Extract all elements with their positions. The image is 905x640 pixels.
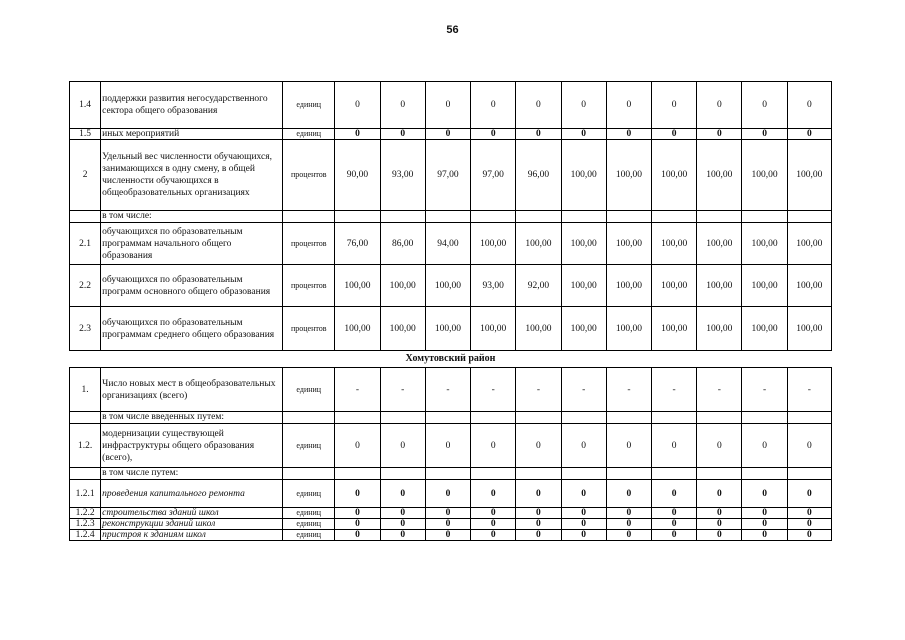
unit-cell: единиц bbox=[283, 424, 335, 468]
value-cell: 0 bbox=[697, 530, 742, 541]
page-number: 56 bbox=[446, 24, 459, 36]
value-cell: 100,00 bbox=[742, 223, 787, 265]
table-row bbox=[70, 412, 832, 424]
value-cell: 0 bbox=[335, 480, 380, 508]
value-cell bbox=[335, 412, 380, 424]
value-cell bbox=[380, 211, 425, 223]
district-indicators-table bbox=[69, 367, 832, 541]
table-row bbox=[70, 82, 832, 129]
value-cell: 100,00 bbox=[697, 307, 742, 351]
value-cell: 0 bbox=[471, 480, 516, 508]
value-cell bbox=[516, 468, 561, 480]
value-cell bbox=[742, 468, 787, 480]
value-cell: 0 bbox=[742, 424, 787, 468]
value-cell: 100,00 bbox=[335, 265, 380, 307]
value-cell: 0 bbox=[652, 530, 697, 541]
value-cell: 100,00 bbox=[606, 140, 651, 211]
value-cell: 0 bbox=[516, 508, 561, 519]
value-cell bbox=[516, 211, 561, 223]
value-cell bbox=[335, 468, 380, 480]
table-row bbox=[70, 508, 832, 519]
value-cell: - bbox=[652, 368, 697, 412]
value-cell: 0 bbox=[380, 519, 425, 530]
value-cell: 0 bbox=[606, 424, 651, 468]
value-cell: 0 bbox=[425, 82, 470, 129]
table-row bbox=[70, 129, 832, 140]
value-cell bbox=[697, 412, 742, 424]
unit-cell: процентов bbox=[283, 140, 335, 211]
value-cell: 0 bbox=[742, 129, 787, 140]
value-cell: 0 bbox=[335, 508, 380, 519]
row-number: 1.4 bbox=[70, 82, 101, 129]
unit-cell: процентов bbox=[283, 307, 335, 351]
indicator-name: строительства зданий школ bbox=[101, 508, 283, 519]
value-cell: 0 bbox=[787, 480, 831, 508]
value-cell: - bbox=[516, 368, 561, 412]
value-cell: 0 bbox=[380, 82, 425, 129]
value-cell bbox=[471, 468, 516, 480]
value-cell: 100,00 bbox=[697, 223, 742, 265]
unit-cell: единиц bbox=[283, 480, 335, 508]
value-cell: 100,00 bbox=[697, 265, 742, 307]
value-cell bbox=[742, 412, 787, 424]
value-cell bbox=[425, 211, 470, 223]
value-cell: 0 bbox=[606, 82, 651, 129]
value-cell: 0 bbox=[697, 508, 742, 519]
table-row bbox=[70, 223, 832, 265]
value-cell: 0 bbox=[471, 424, 516, 468]
value-cell: 0 bbox=[787, 82, 831, 129]
value-cell bbox=[561, 468, 606, 480]
value-cell: 0 bbox=[561, 129, 606, 140]
value-cell: 100,00 bbox=[561, 265, 606, 307]
value-cell: 0 bbox=[652, 519, 697, 530]
value-cell: 100,00 bbox=[471, 223, 516, 265]
row-number: 2.1 bbox=[70, 223, 101, 265]
unit-cell: процентов bbox=[283, 223, 335, 265]
value-cell bbox=[787, 468, 831, 480]
value-cell: 0 bbox=[425, 424, 470, 468]
value-cell: - bbox=[380, 368, 425, 412]
value-cell: 0 bbox=[425, 519, 470, 530]
value-cell: 100,00 bbox=[652, 265, 697, 307]
value-cell: 100,00 bbox=[561, 140, 606, 211]
value-cell: 0 bbox=[516, 480, 561, 508]
value-cell bbox=[516, 412, 561, 424]
row-number: 1.5 bbox=[70, 129, 101, 140]
value-cell: 0 bbox=[561, 82, 606, 129]
value-cell: - bbox=[471, 368, 516, 412]
unit-cell: процентов bbox=[283, 265, 335, 307]
value-cell: 92,00 bbox=[516, 265, 561, 307]
value-cell: 0 bbox=[380, 530, 425, 541]
value-cell: 97,00 bbox=[471, 140, 516, 211]
value-cell: 86,00 bbox=[380, 223, 425, 265]
value-cell: 93,00 bbox=[471, 265, 516, 307]
value-cell: 100,00 bbox=[606, 307, 651, 351]
row-number: 2.2 bbox=[70, 265, 101, 307]
value-cell: 0 bbox=[742, 480, 787, 508]
value-cell: 0 bbox=[697, 480, 742, 508]
indicator-name: поддержки развития негосударственного сектора общего образования bbox=[101, 82, 283, 129]
value-cell: 0 bbox=[425, 480, 470, 508]
value-cell: 96,00 bbox=[516, 140, 561, 211]
value-cell: 100,00 bbox=[697, 140, 742, 211]
value-cell: 0 bbox=[425, 129, 470, 140]
value-cell bbox=[652, 468, 697, 480]
indicators-table bbox=[69, 81, 832, 351]
value-cell: 100,00 bbox=[787, 307, 831, 351]
value-cell: 0 bbox=[561, 519, 606, 530]
value-cell: 100,00 bbox=[742, 265, 787, 307]
indicator-name: обучающихся по образовательным программам среднего общего образования bbox=[101, 307, 283, 351]
indicator-name: в том числе путем: bbox=[101, 468, 283, 480]
row-number bbox=[70, 468, 101, 480]
value-cell bbox=[561, 211, 606, 223]
indicator-name: Число новых мест в общеобразовательных организациях (всего) bbox=[101, 368, 283, 412]
value-cell: 100,00 bbox=[742, 307, 787, 351]
value-cell: 0 bbox=[425, 508, 470, 519]
value-cell: 0 bbox=[335, 519, 380, 530]
value-cell bbox=[606, 412, 651, 424]
value-cell: 100,00 bbox=[425, 265, 470, 307]
table-row bbox=[70, 468, 832, 480]
value-cell: 0 bbox=[516, 519, 561, 530]
value-cell: 100,00 bbox=[516, 307, 561, 351]
value-cell: 0 bbox=[380, 129, 425, 140]
value-cell: 0 bbox=[742, 519, 787, 530]
value-cell: 0 bbox=[787, 129, 831, 140]
value-cell: 0 bbox=[425, 530, 470, 541]
value-cell bbox=[425, 412, 470, 424]
value-cell: 0 bbox=[380, 480, 425, 508]
value-cell: 0 bbox=[742, 82, 787, 129]
row-number: 1.2.1 bbox=[70, 480, 101, 508]
value-cell: 0 bbox=[787, 424, 831, 468]
value-cell: 100,00 bbox=[652, 307, 697, 351]
value-cell: 0 bbox=[561, 480, 606, 508]
value-cell: 0 bbox=[335, 129, 380, 140]
indicator-name: пристроя к зданиям школ bbox=[101, 530, 283, 541]
value-cell: 0 bbox=[652, 129, 697, 140]
table-row bbox=[70, 519, 832, 530]
table-row bbox=[70, 480, 832, 508]
value-cell: 0 bbox=[652, 480, 697, 508]
row-number: 1. bbox=[70, 368, 101, 412]
value-cell bbox=[787, 412, 831, 424]
value-cell: 0 bbox=[516, 82, 561, 129]
indicator-name: иных мероприятий bbox=[101, 129, 283, 140]
table-row bbox=[70, 211, 832, 223]
value-cell bbox=[787, 211, 831, 223]
unit-cell: единиц bbox=[283, 530, 335, 541]
value-cell: - bbox=[606, 368, 651, 412]
value-cell bbox=[425, 468, 470, 480]
value-cell bbox=[471, 211, 516, 223]
indicator-name: Удельный вес численности обучающихся, занимающихся в одну смену, в общей численности обучающихся в общеобразовательных организациях bbox=[101, 140, 283, 211]
value-cell: 0 bbox=[561, 424, 606, 468]
table-row bbox=[70, 307, 832, 351]
value-cell bbox=[561, 412, 606, 424]
value-cell: 100,00 bbox=[561, 223, 606, 265]
value-cell: - bbox=[335, 368, 380, 412]
value-cell: 100,00 bbox=[471, 307, 516, 351]
value-cell: 100,00 bbox=[652, 223, 697, 265]
value-cell: 0 bbox=[606, 129, 651, 140]
table-row bbox=[70, 265, 832, 307]
value-cell: 100,00 bbox=[561, 307, 606, 351]
value-cell: 0 bbox=[606, 480, 651, 508]
value-cell bbox=[652, 211, 697, 223]
value-cell: 100,00 bbox=[425, 307, 470, 351]
unit-cell bbox=[283, 412, 335, 424]
value-cell: 0 bbox=[787, 519, 831, 530]
unit-cell bbox=[283, 211, 335, 223]
row-number: 2.3 bbox=[70, 307, 101, 351]
table-row bbox=[70, 140, 832, 211]
value-cell bbox=[606, 468, 651, 480]
value-cell: 0 bbox=[516, 129, 561, 140]
value-cell bbox=[380, 412, 425, 424]
value-cell: - bbox=[697, 368, 742, 412]
value-cell bbox=[335, 211, 380, 223]
value-cell: 0 bbox=[697, 424, 742, 468]
value-cell: 93,00 bbox=[380, 140, 425, 211]
value-cell: 0 bbox=[652, 424, 697, 468]
value-cell bbox=[471, 412, 516, 424]
value-cell: 0 bbox=[471, 530, 516, 541]
value-cell bbox=[652, 412, 697, 424]
value-cell bbox=[380, 468, 425, 480]
value-cell: 0 bbox=[606, 519, 651, 530]
value-cell: 0 bbox=[697, 519, 742, 530]
value-cell: 100,00 bbox=[742, 140, 787, 211]
value-cell: 0 bbox=[335, 530, 380, 541]
value-cell: 100,00 bbox=[335, 307, 380, 351]
indicator-name: обучающихся по образовательным программам начального общего образования bbox=[101, 223, 283, 265]
value-cell: 0 bbox=[335, 424, 380, 468]
value-cell bbox=[697, 211, 742, 223]
table-row bbox=[70, 530, 832, 541]
value-cell: 100,00 bbox=[787, 223, 831, 265]
value-cell: 0 bbox=[380, 424, 425, 468]
value-cell: - bbox=[742, 368, 787, 412]
value-cell: 0 bbox=[471, 82, 516, 129]
value-cell: 0 bbox=[787, 530, 831, 541]
value-cell: - bbox=[561, 368, 606, 412]
district-title: Хомутовский район bbox=[405, 353, 496, 364]
value-cell: 0 bbox=[516, 424, 561, 468]
value-cell: 0 bbox=[335, 82, 380, 129]
unit-cell: единиц bbox=[283, 129, 335, 140]
row-number: 2 bbox=[70, 140, 101, 211]
value-cell: 100,00 bbox=[516, 223, 561, 265]
row-number bbox=[70, 412, 101, 424]
value-cell: - bbox=[425, 368, 470, 412]
value-cell bbox=[606, 211, 651, 223]
row-number: 1.2.3 bbox=[70, 519, 101, 530]
value-cell: 100,00 bbox=[380, 307, 425, 351]
value-cell: 0 bbox=[471, 508, 516, 519]
value-cell: 0 bbox=[787, 508, 831, 519]
unit-cell: единиц bbox=[283, 82, 335, 129]
value-cell: 90,00 bbox=[335, 140, 380, 211]
indicator-name: в том числе: bbox=[101, 211, 283, 223]
value-cell: 0 bbox=[380, 508, 425, 519]
indicator-name: в том числе введенных путем: bbox=[101, 412, 283, 424]
row-number: 1.2. bbox=[70, 424, 101, 468]
value-cell: 0 bbox=[516, 530, 561, 541]
value-cell bbox=[742, 211, 787, 223]
value-cell: 0 bbox=[652, 82, 697, 129]
row-number: 1.2.2 bbox=[70, 508, 101, 519]
value-cell: 76,00 bbox=[335, 223, 380, 265]
value-cell: 0 bbox=[606, 508, 651, 519]
indicator-name: модернизации существующей инфраструктуры общего образования (всего), bbox=[101, 424, 283, 468]
value-cell: 100,00 bbox=[787, 140, 831, 211]
table-row bbox=[70, 368, 832, 412]
unit-cell bbox=[283, 468, 335, 480]
value-cell: 0 bbox=[471, 129, 516, 140]
indicator-name: реконструкции зданий школ bbox=[101, 519, 283, 530]
value-cell: 0 bbox=[561, 508, 606, 519]
value-cell: 0 bbox=[742, 530, 787, 541]
value-cell: 94,00 bbox=[425, 223, 470, 265]
value-cell: 0 bbox=[606, 530, 651, 541]
indicator-name: проведения капитального ремонта bbox=[101, 480, 283, 508]
indicator-name: обучающихся по образовательным программ основного общего образования bbox=[101, 265, 283, 307]
value-cell: 100,00 bbox=[787, 265, 831, 307]
value-cell: 100,00 bbox=[606, 265, 651, 307]
unit-cell: единиц bbox=[283, 368, 335, 412]
row-number: 1.2.4 bbox=[70, 530, 101, 541]
value-cell: 100,00 bbox=[380, 265, 425, 307]
table-row bbox=[70, 424, 832, 468]
value-cell: 100,00 bbox=[606, 223, 651, 265]
value-cell: 0 bbox=[697, 82, 742, 129]
value-cell: 0 bbox=[652, 508, 697, 519]
unit-cell: единиц bbox=[283, 519, 335, 530]
value-cell bbox=[697, 468, 742, 480]
row-number bbox=[70, 211, 101, 223]
value-cell: 0 bbox=[697, 129, 742, 140]
value-cell: 0 bbox=[471, 519, 516, 530]
unit-cell: единиц bbox=[283, 508, 335, 519]
value-cell: - bbox=[787, 368, 831, 412]
value-cell: 0 bbox=[742, 508, 787, 519]
value-cell: 97,00 bbox=[425, 140, 470, 211]
value-cell: 0 bbox=[561, 530, 606, 541]
value-cell: 100,00 bbox=[652, 140, 697, 211]
